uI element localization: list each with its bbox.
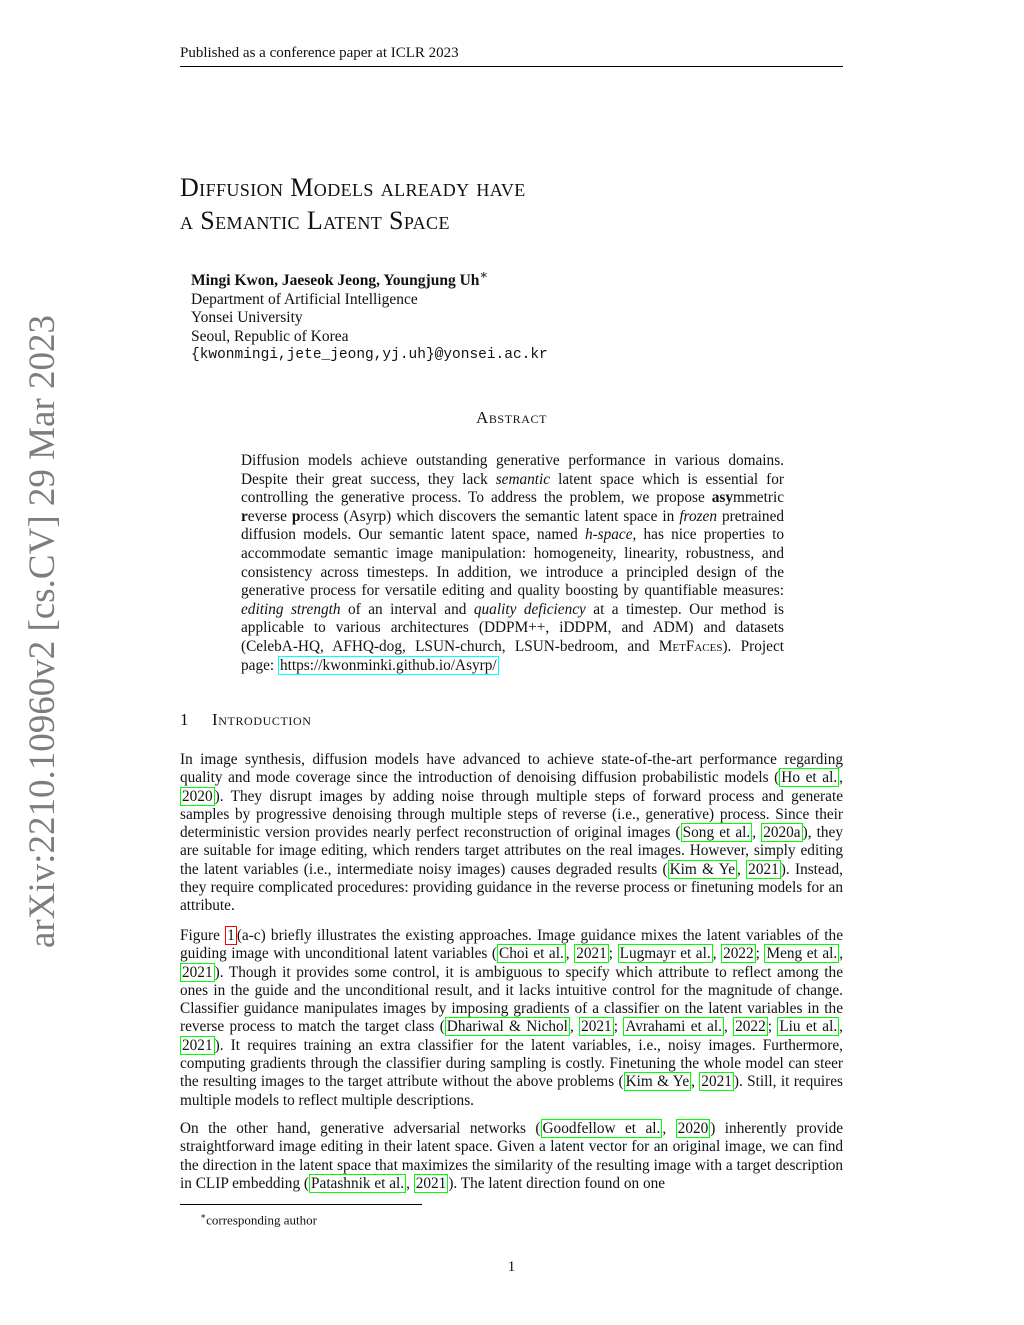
citation-lugmayr-year[interactable]: 2022 [723,945,754,963]
paragraph-text: On the other hand, generative adversarial networks ( [180,1120,541,1137]
abstract-text: latent space which is essential for controlling the generative process. To address the problem, we propose [241,470,784,507]
abstract-text: everse [247,507,292,525]
footnote-rule [180,1204,422,1205]
paragraph-text: Figure [180,927,226,944]
footnote [200,1208,317,1228]
location: Seoul, Republic of Korea [191,327,349,345]
abstract-text: at a timestep. Our method is applicable to various architectures (DDPM++, iDDPM, and ADM) and datasets (CelebA-HQ, AFHQ-dog, LSUN-church, LSUN-bedroom, and [241,600,784,655]
citation-dhariwal-year[interactable]: 2021 [581,1018,612,1036]
author-emails: {kwonmingi,jete_jeong,yj.uh}@yonsei.ac.kr [191,347,548,364]
abstract-text: mmetric [733,489,784,507]
university: Yonsei University [191,309,303,327]
citation-song[interactable]: Song et al. [682,824,751,842]
citation-goodfellow[interactable]: Goodfellow et al. [542,1120,661,1137]
arxiv-identifier: arXiv:2210.10960v2 [cs.CV] 29 Mar 2023 [22,314,63,948]
citation-avrahami[interactable]: Avrahami et al. [625,1018,722,1036]
emphasis-frozen: frozen [679,507,717,525]
citation-kim[interactable]: Kim & Ye [669,860,736,878]
section-heading [180,710,312,730]
emphasis-editing-strength: editing strength [241,600,341,618]
citation-kim[interactable]: Kim & Ye [625,1073,690,1091]
intro-paragraph-2: Figure 1 (a-c) briefly illustrates the existing approaches. Image guidance mixes the latent variables of the guiding image with unconditional latent variables ( Choi et al. , 2021 ; Lugmayr et al. , 2022 ; Meng et al. , 2021 ). Though it provides some control, it is ambiguous to specify which attribute to reflect among the ones in the guide and the unconditional result, and it lacks intuitive control for the magnitude of change. Classifier guidance manipulates images by imposing gradients of a classifier on the latent variables in the reverse process to match the target class ( Dhariwal & Nichol , 2021 ; Avrahami et al. , 2022 ; Liu et al. , 2021 ). It requires training an extra classifier for the latent variables, i.e., noisy images. Furthermore, computing gradients through the classifier during sampling is costly. Finetuning the whole model can steer the resulting images to the target attribute without the above problems ( Kim & Ye , 2021 ). Still, it requires multiple models to reflect multiple descriptions. [180,927,844,1109]
citation-patashnik-year[interactable]: 2021 [415,1174,447,1192]
abstract-text: pretrained diffusion models. Our semantic latent space, named [241,507,785,544]
department: Department of Artificial Intelligence [191,290,418,308]
author-names-line [191,266,548,291]
paragraph-text: ). They disrupt images by adding noise through multiple steps of forward process and generate samples by progressive denoising through multiple steps of reverse (i.e., generative) process. Since their deterministic version provides nearly perfect reconstruction of original images ( [180,787,843,842]
abstract-text: ). Project page: [241,637,784,674]
citation-meng-year[interactable]: 2021 [182,963,213,981]
citation-avrahami-year[interactable]: 2022 [735,1018,766,1036]
paragraph-text: (a-c) briefly illustrates the existing approaches. Image guidance mixes the latent variables of the guiding image with unconditional latent variables ( [180,927,843,963]
citation-goodfellow-year[interactable]: 2020 [677,1120,709,1137]
citation-song-year[interactable]: 2020a [763,824,801,842]
paragraph-text: ). Though it provides some control, it is ambiguous to specify which attribute to reflect among the ones in the guide and the unconditional result, and it lacks intuitive control for the magnitude of change. Classifier guidance manipulates images by imposing gradients of a classifier on the latent variables in the reverse process to match the target class ( [180,963,843,1036]
paragraph-text: ). It requires training an extra classifier for the latent variables, i.e., noisy images. Furthermore, computing gradients through the classifier during sampling is costly. Finetuning the whole model can steer the resulting images to the target attribute without the above problems ( [180,1036,843,1091]
paragraph-text: In image synthesis, diffusion models have advanced to achieve state-of-the-art performance regarding quality and mode coverage since the introduction of denoising diffusion probabilistic models ( [180,751,843,787]
footnote-text: corresponding author [206,1212,317,1228]
bold-asy: asy [711,489,734,507]
paragraph-text: ). The latent direction found on one [448,1174,666,1192]
abstract-text: of an interval and [340,600,474,618]
paper-title-line-1: Diffusion Models already have [180,173,526,202]
citation-meng[interactable]: Meng et al. [766,945,838,963]
footnote-marker: ∗ [200,1211,207,1221]
abstract-heading: Abstract [475,408,548,427]
running-header: Published as a conference paper at ICLR 2023 [180,45,459,61]
citation-ho-year[interactable]: 2020 [182,787,213,805]
abstract-text: , has nice properties to accommodate semantic image manipulation: homogeneity, linearity, robustness, and consistency across timesteps. In addition, we introduce a principled design of the generative process for versatile editing and quality boosting by quantifiable measures: [241,526,784,600]
figure-reference[interactable]: 1 [227,927,235,944]
citation-choi-year[interactable]: 2021 [576,945,607,963]
emphasis-semantic: semantic [495,470,551,488]
paragraph-text: ). Instead, they require complicated procedures: providing guidance in the reverse process or finetuning models for an attribute. [180,860,843,915]
section-number: 1 [180,710,189,729]
citation-liu-year[interactable]: 2021 [182,1036,213,1054]
section-title: Introduction [212,710,312,729]
citation-liu[interactable]: Liu et al. [779,1018,838,1036]
header-rule [180,66,843,67]
author-block [191,266,548,365]
citation-lugmayr[interactable]: Lugmayr et al. [619,945,711,963]
dataset-metfaces: MetFaces [658,637,723,655]
citation-choi[interactable]: Choi et al. [499,945,564,963]
page-number: 1 [507,1259,516,1275]
citation-patashnik[interactable]: Patashnik et al. [311,1174,405,1192]
citation-dhariwal[interactable]: Dhariwal & Nichol [446,1018,568,1036]
author-names: Mingi Kwon, Jaeseok Jeong, Youngjung Uh [191,272,480,290]
emphasis-h-space: h-space [584,526,633,544]
intro-paragraph-3: On the other hand, generative adversarial networks ( Goodfellow et al. , 2020 ) inherently provide straightforward image editing in their latent space. Given a latent vector for an original image, we can find the direction in the latent space that maximizes the similarity of the resulting image with a target description in CLIP embedding ( Patashnik et al. , 2021 ). The latent direction found on one [180,1120,844,1192]
abstract-body [241,452,784,675]
citation-kim-year[interactable]: 2021 [701,1073,732,1091]
abstract-text: Diffusion models achieve outstanding generative performance in various domains. Despite their great success, they lack [241,452,784,488]
paragraph-text: ), they are suitable for image editing, which renders target attributes on the real images. However, simply editing the latent variables (i.e., intermediate noisy images) causes degraded results ( [180,824,843,878]
paper-title-line-2: a Semantic Latent Space [180,206,450,235]
corresponding-star: ∗ [479,267,489,282]
paragraph-text: ). Still, it requires multiple models to reflect multiple descriptions. [180,1073,843,1109]
emphasis-quality-deficiency: quality deficiency [473,600,586,618]
citation-ho[interactable]: Ho et al. [781,769,838,787]
bold-r: r [241,507,248,525]
project-page-link[interactable]: https://kwonminki.github.io/Asyrp/ [279,656,497,674]
bold-p: p [291,507,301,525]
intro-paragraph-1: In image synthesis, diffusion models have advanced to achieve state-of-the-art performance regarding quality and mode coverage since the introduction of denoising diffusion probabilistic models ( Ho et al. , 2020 ). They disrupt images by adding noise through multiple steps of forward process and generate samples by progressive denoising through multiple steps of reverse (i.e., generative) process. Since their deterministic version provides nearly perfect reconstruction of original images ( Song et al. , 2020a ), they are suitable for image editing, which renders target attributes on the real images. However, simply editing the latent variables (i.e., intermediate noisy images) causes degraded results ( Kim & Ye , 2021 ). Instead, they require complicated procedures: providing guidance in the reverse process or finetuning models for an attribute. [180,751,843,915]
abstract-text: rocess (Asyrp) which discovers the semantic latent space in [300,507,680,525]
paragraph-text: ) inherently provide straightforward image editing in their latent space. Given a latent vector for an original image, we can find the direction in the latent space that maximizes the similarity of the resulting image with a target description in CLIP embedding ( [180,1120,844,1192]
citation-kim-year[interactable]: 2021 [748,860,779,878]
